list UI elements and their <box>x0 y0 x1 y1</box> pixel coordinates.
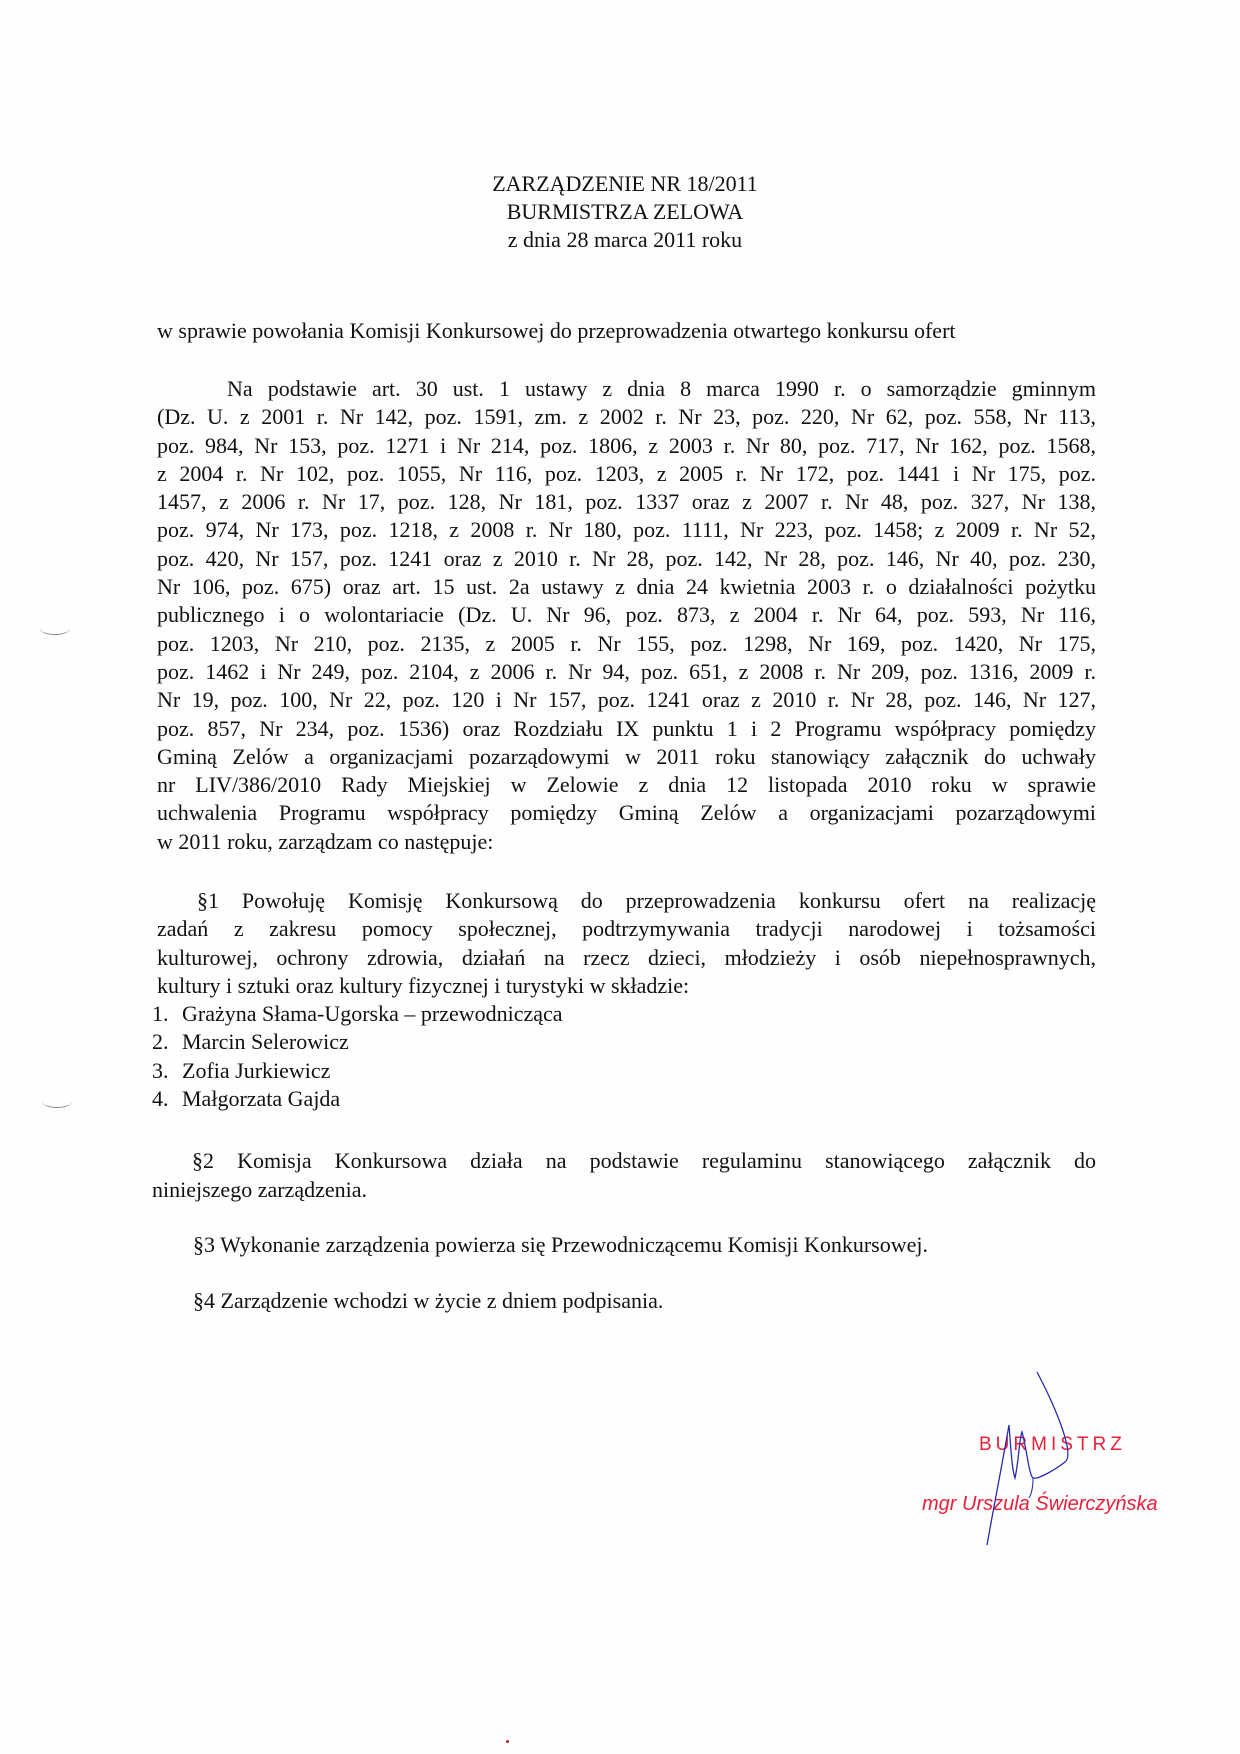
legal-basis-line: poz. 1462 i Nr 249, poz. 2104, z 2006 r. Nr 94, poz. 651, z 2008 r. Nr 209, poz. 1316, 2009 r. <box>157 658 1096 684</box>
legal-basis-line: Na podstawie art. 30 ust. 1 ustawy z dnia 8 marca 1990 r. o samorządzie gminnym <box>227 376 1096 401</box>
legal-basis-line: poz. 857, Nr 234, poz. 1536) oraz Rozdziału IX punktu 1 i 2 Programu współpracy pomiędzy <box>157 715 1096 741</box>
section-1-line: kulturowej, ochrony zdrowia, działań na rzecz dzieci, młodzieży i osób niepełnosprawnych, <box>157 944 1096 970</box>
list-item <box>152 1000 563 1028</box>
section-1-line: kultury i sztuki oraz kultury fizycznej i turystyki w składzie: <box>157 972 690 998</box>
member-number: 2. <box>152 1029 169 1055</box>
legal-basis-line: nr LIV/386/2010 Rady Miejskiej w Zelowie z dnia 12 listopada 2010 roku w sprawie <box>157 772 1096 798</box>
legal-basis-line: poz. 1203, Nr 210, poz. 2135, z 2005 r. Nr 155, poz. 1298, Nr 169, poz. 1420, Nr 175, <box>157 630 1096 656</box>
member-number: 1. <box>152 1001 169 1026</box>
document-header <box>0 170 1240 254</box>
document-issuer: BURMISTRZA ZELOWA <box>506 199 744 224</box>
legal-basis-line: Nr 19, poz. 100, Nr 22, poz. 120 i Nr 157, poz. 1241 oraz z 2010 r. Nr 28, poz. 146, Nr 127, <box>157 687 1096 713</box>
legal-basis-line: poz. 420, Nr 157, poz. 1241 oraz z 2010 r. Nr 28, poz. 142, Nr 28, poz. 146, Nr 40, poz. 230, <box>157 545 1096 571</box>
section-1-paragraph <box>157 887 1096 1000</box>
legal-basis-line: publicznego i o wolontariacie (Dz. U. Nr 96, poz. 873, z 2004 r. Nr 64, poz. 593, Nr 116, <box>157 602 1096 628</box>
member-name: Małgorzata Gajda <box>182 1085 341 1111</box>
list-item <box>152 1085 563 1113</box>
section-1-line: §1 Powołuję Komisję Konkursową do przeprowadzenia konkursu ofert na realizację <box>197 888 1096 913</box>
member-number: 3. <box>152 1057 169 1083</box>
member-number: 4. <box>152 1085 169 1111</box>
list-item <box>152 1028 563 1056</box>
legal-basis-line: Nr 106, poz. 675) oraz art. 15 ust. 2a ustawy z dnia 24 kwietnia 2003 r. o działalności pożytku <box>157 574 1096 600</box>
section-4-paragraph: §4 Zarządzenie wchodzi w życie z dniem podpisania. <box>193 1288 664 1313</box>
legal-basis-paragraph <box>157 375 1096 856</box>
legal-basis-line: poz. 974, Nr 173, poz. 1218, z 2008 r. Nr 180, poz. 1111, Nr 223, poz. 1458; z 2009 r. Nr 52, <box>157 517 1096 543</box>
document-subject: w sprawie powołania Komisji Konkursowej do przeprowadzenia otwartego konkursu ofert <box>157 318 956 343</box>
legal-basis-line: (Dz. U. z 2001 r. Nr 142, poz. 1591, zm. z 2002 r. Nr 23, poz. 220, Nr 62, poz. 558, Nr 113, <box>157 404 1096 430</box>
document-title: ZARZĄDZENIE NR 18/2011 <box>492 171 758 196</box>
member-name: Zofia Jurkiewicz <box>182 1057 331 1083</box>
list-item <box>152 1057 563 1085</box>
legal-basis-line: 1457, z 2006 r. Nr 17, poz. 128, Nr 181, poz. 1337 oraz z 2007 r. Nr 48, poz. 327, Nr 138, <box>157 489 1096 515</box>
punch-hole-mark-top <box>40 622 70 635</box>
committee-members-list <box>152 1000 563 1113</box>
section-1-line: zadań z zakresu pomocy społecznej, podtrzymywania tradycji narodowej i tożsamości <box>157 916 1096 942</box>
stamp-name: mgr Urszula Świerczyńska <box>922 1493 1158 1515</box>
legal-basis-line: z 2004 r. Nr 102, poz. 1055, Nr 116, poz. 1203, z 2005 r. Nr 172, poz. 1441 i Nr 175, poz. <box>157 460 1096 486</box>
legal-basis-line: Gminą Zelów a organizacjami pozarządowymi w 2011 roku stanowiący załącznik do uchwały <box>157 743 1096 769</box>
punch-hole-mark-bottom <box>42 1095 72 1108</box>
section-2-line: niniejszego zarządzenia. <box>152 1176 367 1202</box>
legal-basis-line: poz. 984, Nr 153, poz. 1271 i Nr 214, poz. 1806, z 2003 r. Nr 80, poz. 717, Nr 162, poz. 1568, <box>157 432 1096 458</box>
document-date: z dnia 28 marca 2011 roku <box>507 227 743 252</box>
member-name: Grażyna Słama-Ugorska – przewodnicząca <box>182 1001 563 1026</box>
member-name: Marcin Selerowicz <box>182 1029 349 1055</box>
legal-basis-line: w 2011 roku, zarządzam co następuje: <box>157 828 494 854</box>
stamp-title: BURMISTRZ <box>979 1434 1126 1455</box>
section-2-paragraph <box>152 1147 1096 1204</box>
handwritten-signature-icon <box>985 1370 1135 1560</box>
section-2-line: §2 Komisja Konkursowa działa na podstawie regulaminu stanowiącego załącznik do <box>192 1148 1096 1173</box>
scan-artifact-dot <box>506 1740 509 1743</box>
legal-basis-line: uchwalenia Programu współpracy pomiędzy Gminą Zelów a organizacjami pozarządowymi <box>157 800 1096 826</box>
section-3-paragraph: §3 Wykonanie zarządzenia powierza się Przewodniczącemu Komisji Konkursowej. <box>193 1232 929 1257</box>
